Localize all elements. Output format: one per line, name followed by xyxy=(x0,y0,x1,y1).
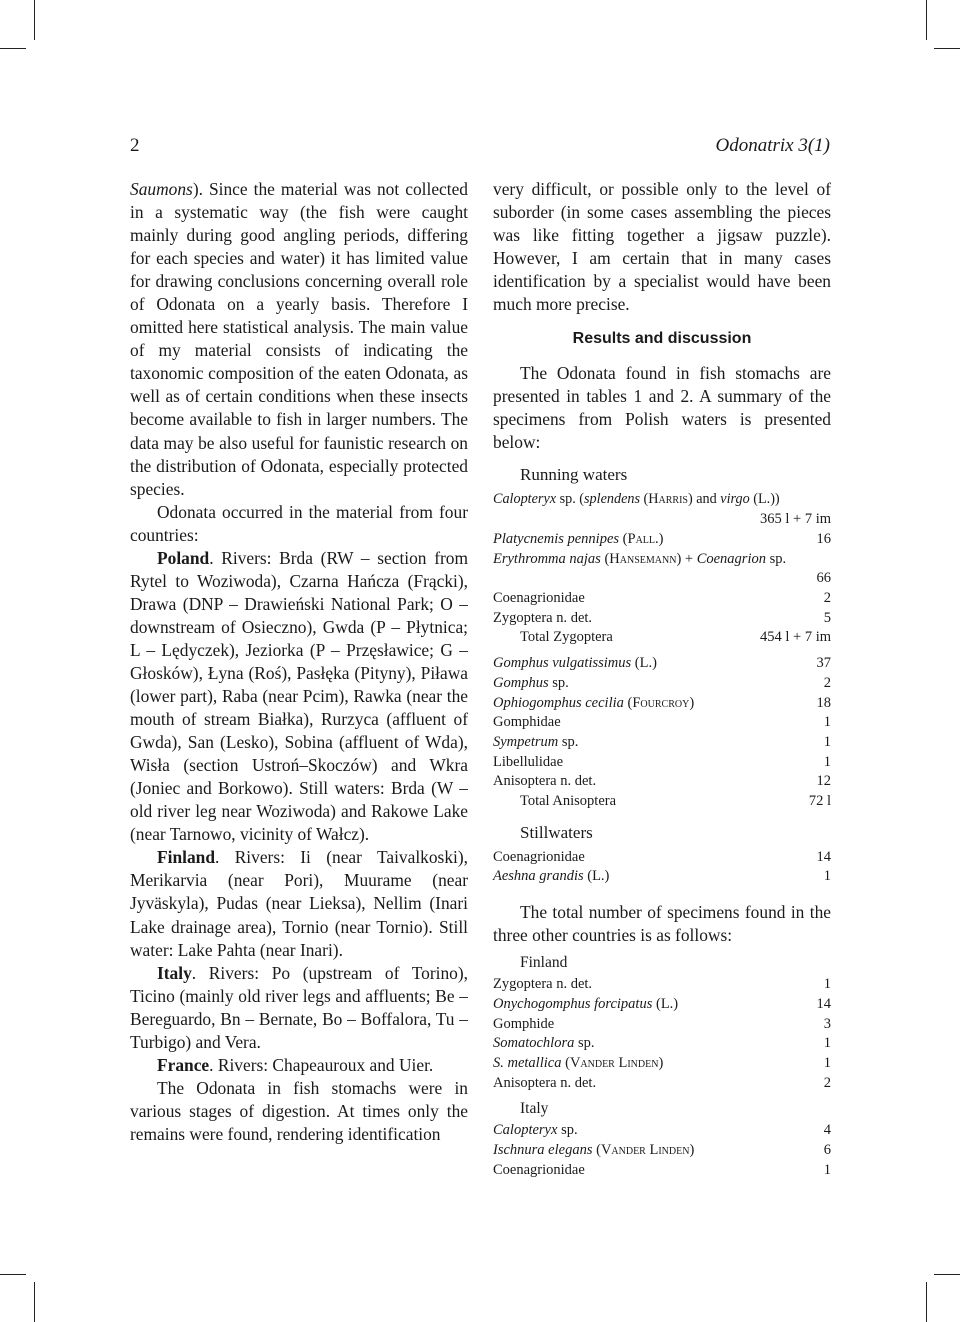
table-row: Ophiogomphus cecilia (Fourcroy) 18 xyxy=(493,694,831,711)
table-row: Gomphus vulgatissimus (L.) 37 xyxy=(493,655,831,672)
paragraph-italy: Italy. Rivers: Po (upstream of Torino), Ticino (mainly old river legs and affluents; Be – Bereguardo, Bn – Bernate, Bo – Boffalora, Tu – Turbigo) and Vera. xyxy=(130,962,468,1052)
paragraph-digestion: The Odonata in fish stomachs were in various stages of digestion. At times only the remains were found, rendering identification xyxy=(130,1077,468,1144)
table-row: Aeshna grandis (L.) 1 xyxy=(493,868,831,885)
left-column xyxy=(130,178,468,1146)
table-row: Somatochlora sp. 1 xyxy=(493,1035,831,1052)
table-row: Coenagrionidae 1 xyxy=(493,1161,831,1178)
table-row: Coenagrionidae 2 xyxy=(493,589,831,606)
table-row: Sympetrum sp. 1 xyxy=(493,733,831,750)
paragraph-other-countries: The total number of specimens found in the three other countries is as follows: xyxy=(493,902,831,946)
table-row: Gomphidae 1 xyxy=(493,714,831,731)
paragraph-france: France. Rivers: Chapeauroux and Uier. xyxy=(157,1054,434,1075)
crop-mark xyxy=(926,0,927,40)
section-heading: Results and discussion xyxy=(572,330,752,348)
table-row: Gomphide 3 xyxy=(493,1015,831,1032)
crop-mark xyxy=(926,1282,927,1322)
table-row: Platycnemis pennipes (Pall.) 16 xyxy=(493,530,831,547)
table-row: Zygoptera n. det. 5 xyxy=(493,609,831,626)
table-row: Calopteryx sp. (splendens (Harris) and virgo (L.)) xyxy=(493,491,780,508)
right-column xyxy=(493,178,831,1181)
page-number: 2 xyxy=(130,135,140,156)
crop-mark xyxy=(0,1274,26,1275)
table-row: Coenagrionidae 14 xyxy=(493,848,831,865)
running-waters-title: Running waters xyxy=(520,465,628,485)
paragraph-results: The Odonata found in fish stomachs are presented in tables 1 and 2. A summary of the specimens from Polish waters is presented below: xyxy=(493,363,831,453)
species-name: Saumons xyxy=(130,179,193,199)
table-row: Gomphus sp. 2 xyxy=(493,674,831,691)
country-label: Italy xyxy=(157,962,192,983)
table-row: Zygoptera n. det. 1 xyxy=(493,976,831,993)
stillwaters-title: Stillwaters xyxy=(520,822,593,842)
paragraph-finland: Finland. Rivers: Ii (near Taivalkoski), Merikarvia (near Pori), Muurame (near Jyväskyla), Pudas (near Lieksa), Nellim (Inari Lake drainage area), Tornio (near Tornio). Still water: Lake Pahta (near Inari). xyxy=(130,847,468,960)
table-row-total: Total Zygoptera 454 l + 7 im xyxy=(520,629,831,646)
country-label: France xyxy=(157,1054,210,1075)
italy-title: Italy xyxy=(520,1100,549,1118)
crop-mark xyxy=(34,0,35,40)
paragraph-continuation: very difficult, or possible only to the level of suborder (in some cases assembling the pieces was like fitting together a jigsaw puzzle). However, I am certain that in many cases identification by a specialist would have been much more precise. xyxy=(493,179,831,315)
table-row: Ischnura elegans (Vander Linden) 6 xyxy=(493,1142,831,1159)
table-row: Libellulidae 1 xyxy=(493,753,831,770)
table-row: Anisoptera n. det. 12 xyxy=(493,773,831,790)
paragraph-intro: Saumons). Since the material was not collected in a systematic way (the fish were caught mainly during good angling periods, differing for each species and water) it has limited value for drawing conclusions concerning overall role of Odonata on a yearly basis. Therefore I omitted here statistical analysis. The main value of my material consists of indicating the taxonomic composition of the eaten Odonata, as well as of certain conditions when these insects become available to fish in larger numbers. The data may be also useful for faunistic research on the distribution of Odonata, especially protected species. xyxy=(130,179,468,499)
table-row: Anisoptera n. det. 2 xyxy=(493,1074,831,1091)
finland-title: Finland xyxy=(520,954,568,972)
country-label: Poland xyxy=(157,547,210,568)
row-value: 66 xyxy=(816,570,831,587)
country-label: Finland xyxy=(157,847,215,868)
crop-mark xyxy=(934,1274,960,1275)
crop-mark xyxy=(34,1282,35,1322)
table-row: Calopteryx sp. 4 xyxy=(493,1122,831,1139)
journal-title: Odonatrix 3(1) xyxy=(715,135,830,156)
paragraph-poland: Poland. Rivers: Brda (RW – section from Rytel to Woziwoda), Czarna Hańcza (Frącki), Drawa (DNP – Drawieński National Park; O – downstream of Osieczno), Gwda (P – Płytnica; L – Lędyczek), Jeziorka (P – Przęsławice; G – Głosków), Łyna (Roś), Pasłęka (Pityny), Piława (lower part), Raba (near Pcim), Rawka (near the mouth of stream Białka), Rurzyca (affluent of Gwda), San (Lesko), Sobina (affluent of Wda), Wisła (section Ustroń–Skoczów) and Wkra (Joniec and Borkowo). Still waters: Brda (W – old river leg near Woziwoda) and Rakowe Lake (near Tarnowo, vicinity of Wałcz). xyxy=(130,547,468,845)
row-value: 365 l + 7 im xyxy=(759,511,831,528)
crop-mark xyxy=(934,48,960,49)
table-row: S. metallica (Vander Linden) 1 xyxy=(493,1055,831,1072)
crop-mark xyxy=(0,48,26,49)
paragraph-countries: Odonata occurred in the material from four countries: xyxy=(130,501,468,545)
table-row: Erythromma najas (Hansemann) + Coenagrion sp. xyxy=(493,550,787,567)
table-row: Onychogomphus forcipatus (L.) 14 xyxy=(493,995,831,1012)
table-row-total: Total Anisoptera 72 l xyxy=(520,793,831,810)
